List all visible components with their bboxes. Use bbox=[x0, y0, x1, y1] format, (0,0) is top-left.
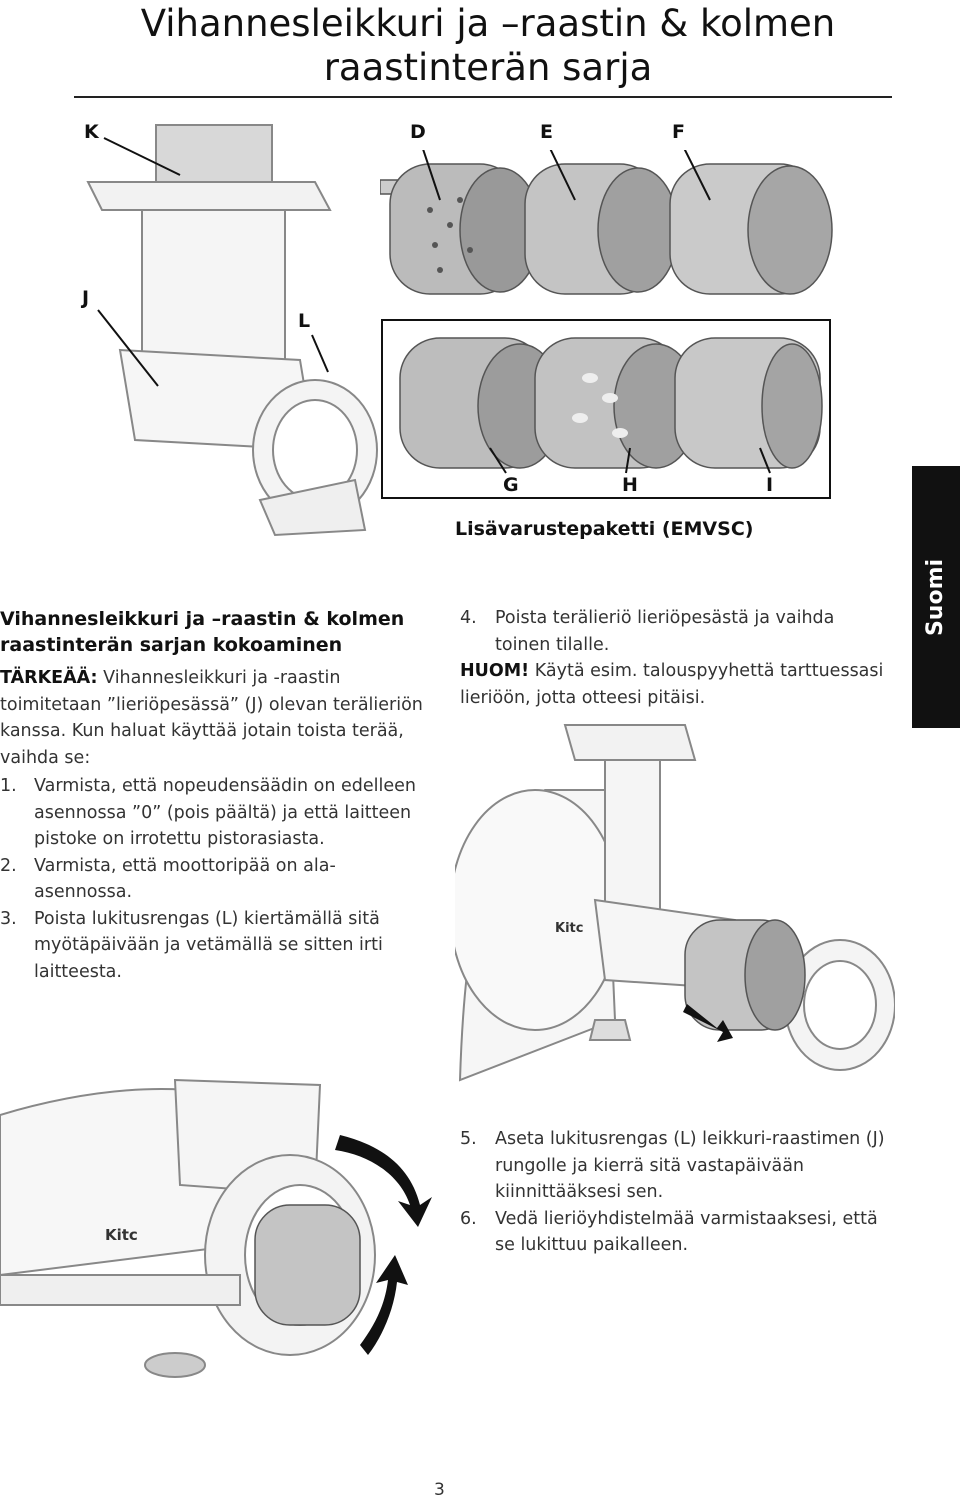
step-number: 1. bbox=[0, 776, 17, 796]
assembly-instructions bbox=[0, 606, 430, 985]
assembly-steps bbox=[0, 773, 430, 985]
step-text: Poista lukitusrengas (L) kiertämällä sitä myötäpäivään ja vetämällä se sitten irti laitteesta. bbox=[34, 908, 383, 982]
mixer-drum-removal-illustration bbox=[455, 720, 895, 1100]
step-text: Varmista, että moottoripää on ala-asennossa. bbox=[34, 855, 336, 902]
step-number: 4. bbox=[460, 608, 477, 628]
step-number: 2. bbox=[0, 855, 17, 876]
important-note bbox=[0, 665, 430, 771]
figure-label-e: E bbox=[540, 121, 553, 143]
list-item bbox=[0, 773, 430, 853]
list-item bbox=[460, 1126, 890, 1206]
language-tab bbox=[912, 466, 960, 728]
note bbox=[460, 658, 890, 711]
slicer-housing-illustration bbox=[80, 110, 390, 540]
figure-label-h: H bbox=[622, 474, 638, 496]
figure-label-f: F bbox=[672, 121, 685, 143]
figure-label-k: K bbox=[84, 121, 99, 143]
list-item bbox=[460, 1206, 890, 1259]
figure-label-l: L bbox=[298, 310, 311, 332]
list-item bbox=[0, 906, 430, 986]
figure-label-i: I bbox=[766, 474, 774, 496]
step-number: 3. bbox=[0, 908, 17, 929]
drums-ghi-illustration bbox=[380, 318, 832, 500]
step-4-block bbox=[460, 605, 890, 711]
figure-label-j: J bbox=[82, 287, 90, 309]
accessory-pack-caption: Lisävarustepaketti (EMVSC) bbox=[455, 518, 754, 540]
page-number: 3 bbox=[434, 1480, 445, 1500]
step-text: Vedä lieriöyhdistelmää varmistaaksesi, että se lukittuu paikalleen. bbox=[495, 1208, 878, 1255]
step-text: Aseta lukitusrengas (L) leikkuri-raastimen (J) rungolle ja kierrä sitä vastapäivään kiinnittääksesi sen. bbox=[495, 1129, 885, 1202]
step-number: 5. bbox=[460, 1129, 477, 1149]
assembly-heading: Vihannesleikkuri ja –raastin & kolmen raastinterän sarjan kokoaminen bbox=[0, 608, 405, 656]
mixer-branding: Kitc bbox=[105, 1226, 138, 1244]
note-text: Käytä esim. talouspyyhettä tarttuessasi lieriöön, jotta otteesi pitäisi. bbox=[460, 661, 884, 708]
note-label: HUOM! bbox=[460, 661, 530, 681]
figure-label-d: D bbox=[410, 121, 426, 143]
title-divider bbox=[74, 96, 892, 98]
mixer-ring-attach-illustration bbox=[0, 1075, 450, 1410]
mixer-branding: Kitc bbox=[555, 921, 584, 936]
page-title: Vihannesleikkuri ja –raastin & kolmen raastinterän sarja bbox=[140, 2, 836, 89]
language-tab-label: Suomi bbox=[923, 558, 949, 636]
step-text: Varmista, että nopeudensäädin on edelleen asennossa ”0” (pois päältä) ja että laitteen pistoke on irrotettu pistorasiasta. bbox=[34, 776, 417, 849]
list-item bbox=[0, 853, 430, 906]
important-text: Vihannesleikkuri ja -raastin toimitetaan ”lieriöpesässä” (J) olevan terälieriön kanssa. Kun haluat käyttää jotain toista terää, vaihda se: bbox=[0, 668, 423, 768]
step-number: 6. bbox=[460, 1208, 477, 1229]
steps-5-6-block bbox=[460, 1126, 890, 1259]
figure-label-g: G bbox=[503, 474, 519, 496]
drums-def-illustration bbox=[380, 150, 840, 310]
important-label: TÄRKEÄÄ: bbox=[0, 668, 98, 688]
list-item bbox=[460, 605, 890, 658]
step-text: Poista terälieriö lieriöpesästä ja vaihda toinen tilalle. bbox=[495, 608, 835, 655]
